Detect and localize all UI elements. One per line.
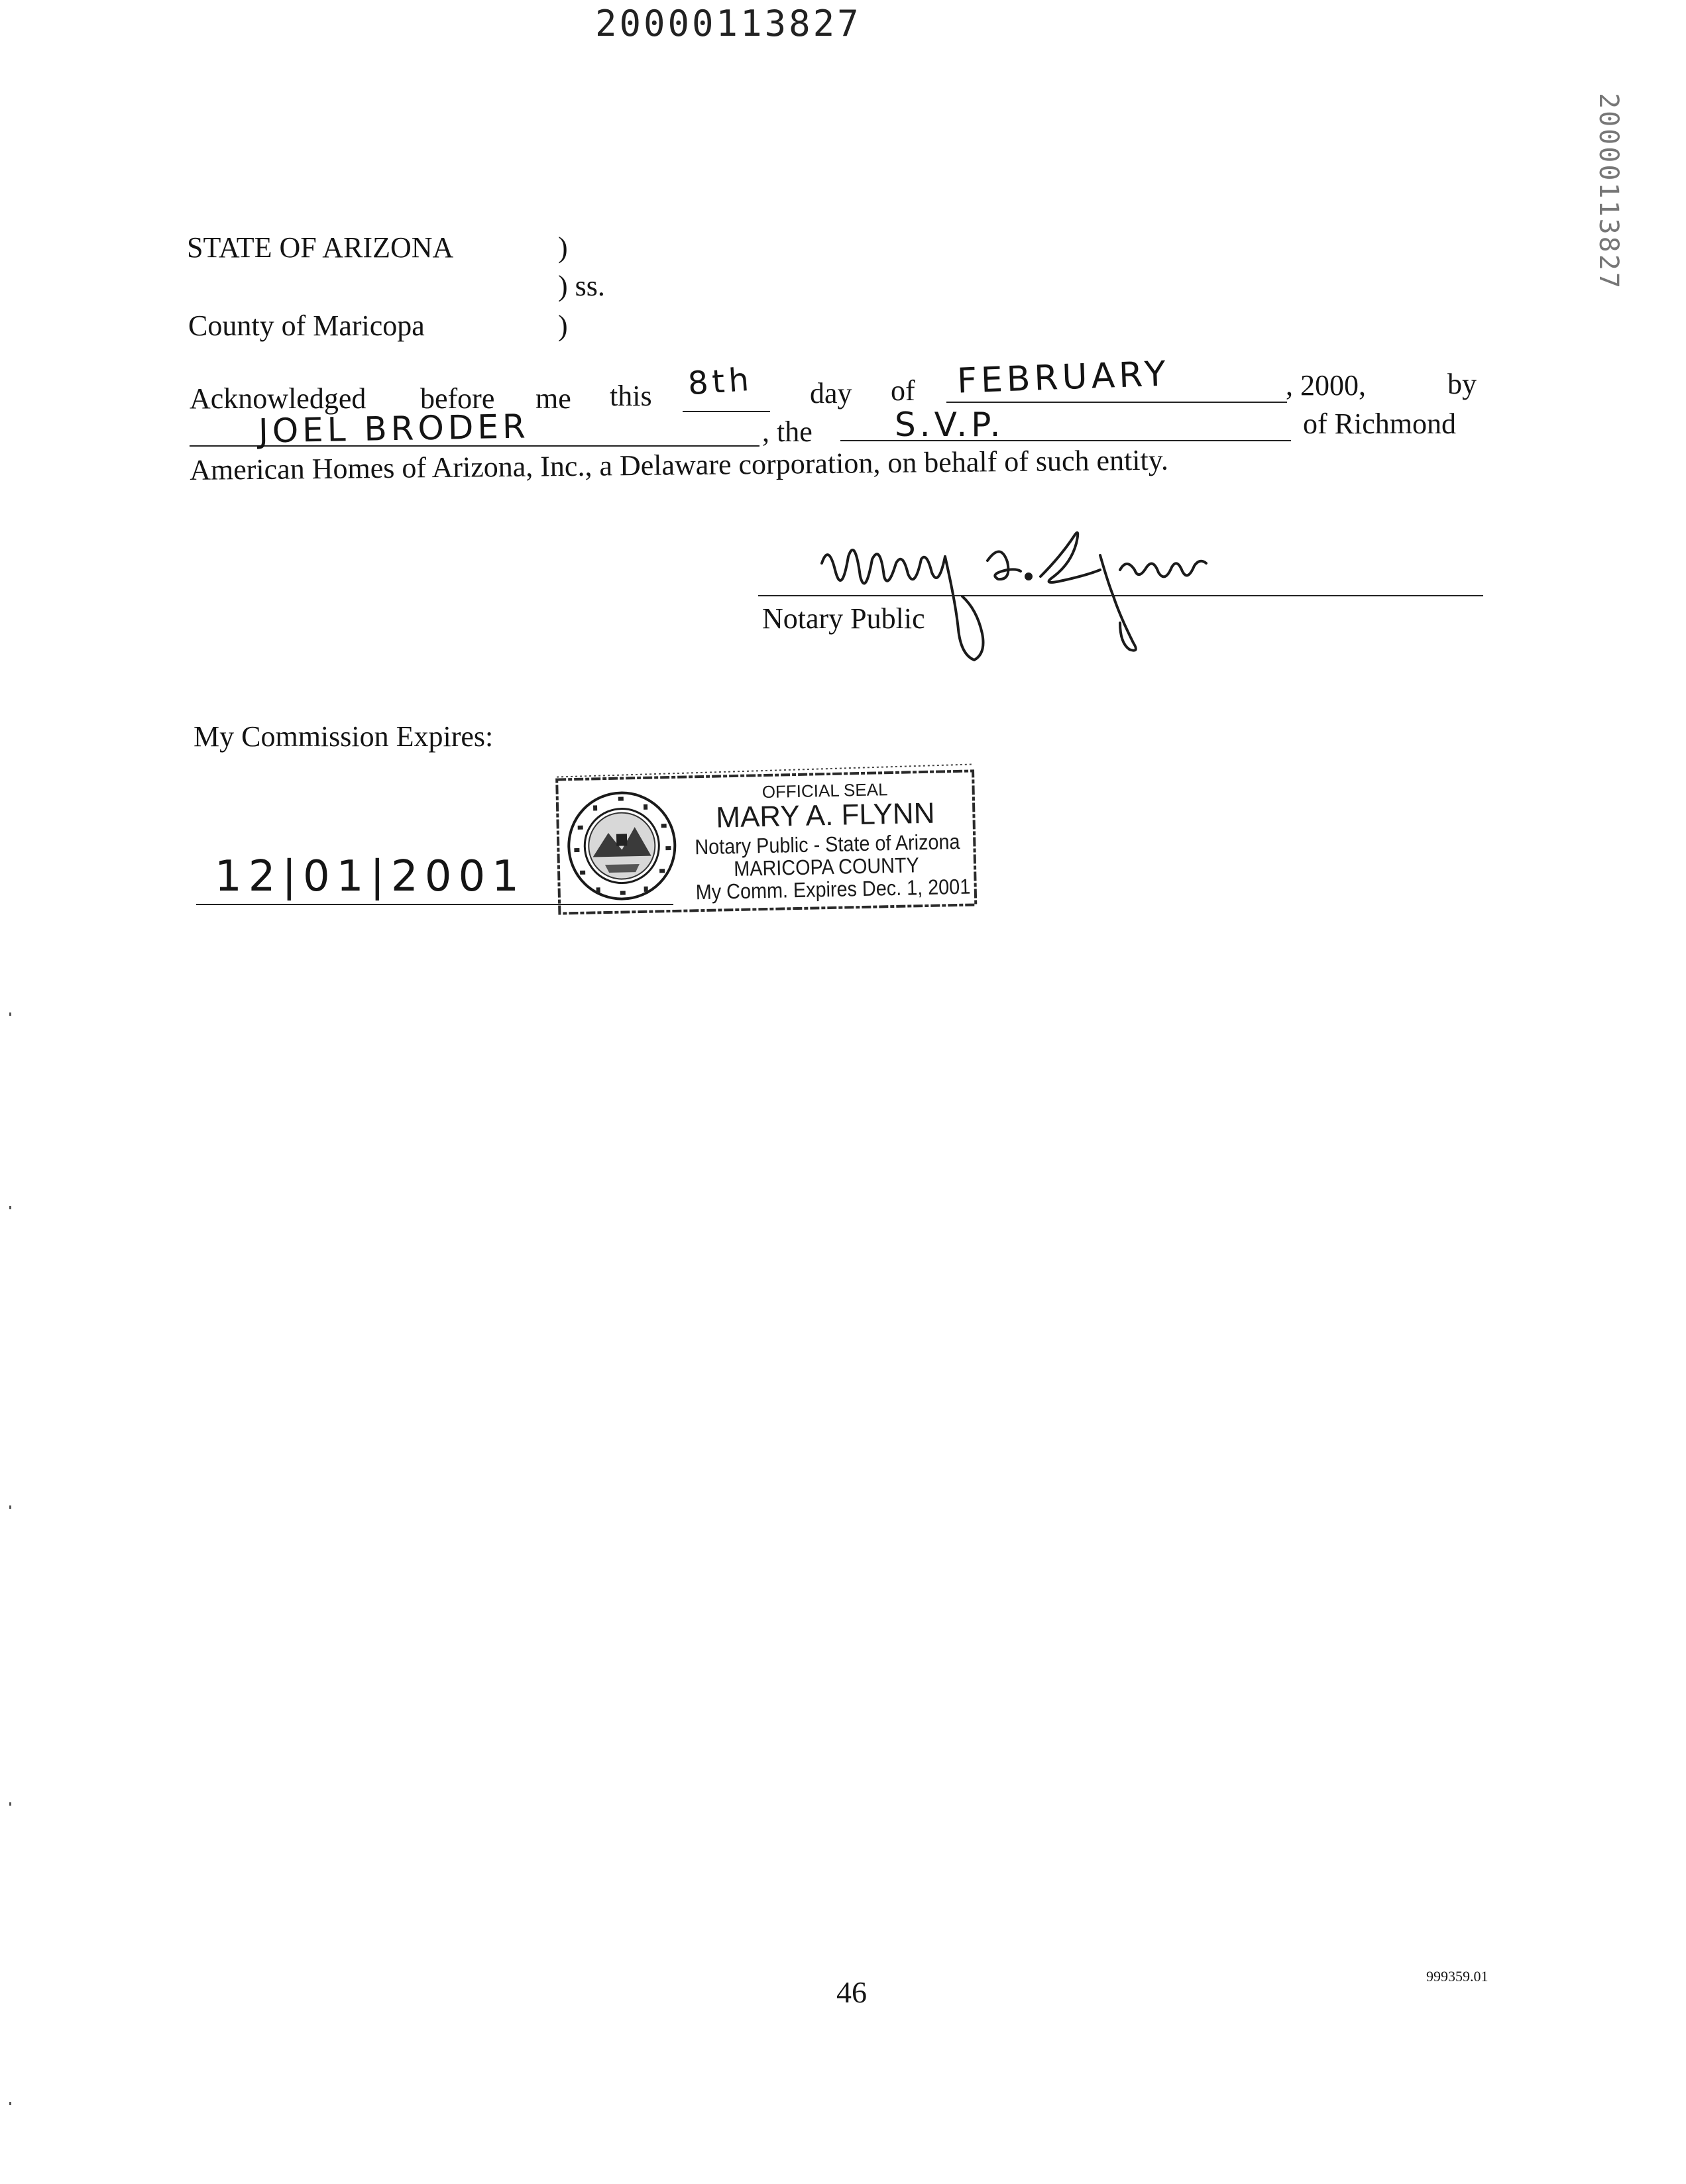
arizona-seal-emblem: [565, 789, 679, 902]
page-number: 46: [836, 1975, 867, 2009]
venue-state: STATE OF ARIZONA: [187, 231, 454, 264]
seal-line-2: MARICOPA COUNTY: [733, 853, 920, 881]
official-seal-stamp: [553, 751, 980, 918]
handwritten-title: S.V.P.: [895, 406, 1005, 444]
side-recording-stamp: 20000113827: [1593, 93, 1624, 290]
recording-number: 20000113827: [595, 3, 862, 44]
venue-county: County of Maricopa: [188, 309, 425, 342]
scan-speck: [9, 1206, 11, 1209]
notary-public-label: Notary Public: [762, 602, 925, 635]
month-blank-line: [946, 402, 1287, 403]
ack-word-day: day: [810, 377, 852, 410]
seal-title: OFFICIAL SEAL: [761, 779, 888, 802]
notary-signature-line: [758, 595, 1483, 596]
handwritten-month: FEBRUARY: [956, 354, 1170, 402]
ack-line-3: American Homes of Arizona, Inc., a Delaware corporation, on behalf of such entity.: [189, 443, 1169, 486]
venue-ss: ) ss.: [558, 270, 605, 302]
venue-paren-1: ): [558, 231, 568, 264]
document-id: 999359.01: [1426, 1968, 1489, 1985]
scan-speck: [9, 1802, 11, 1806]
ack-word-this: this: [610, 380, 652, 412]
ack-word-acknowledged: Acknowledged: [190, 382, 366, 415]
ack-word-by: by: [1447, 368, 1477, 400]
notary-signature: [809, 517, 1233, 669]
ack-word-me: me: [535, 382, 571, 415]
scan-speck: [9, 2102, 11, 2105]
scan-speck: [9, 1012, 11, 1016]
venue-paren-3: ): [558, 309, 568, 342]
seal-name: MARY A. FLYNN: [715, 796, 935, 834]
handwritten-day: 8th: [687, 360, 754, 403]
ack-the: , the: [762, 415, 813, 448]
handwritten-name: JOEL BRODER: [258, 407, 530, 451]
ack-of-richmond: of Richmond: [1303, 408, 1456, 440]
day-blank-line: [683, 411, 770, 412]
scan-speck: [9, 1505, 11, 1509]
ack-word-before: before: [420, 382, 495, 415]
commission-label: My Commission Expires:: [194, 720, 494, 753]
seal-line-3: My Comm. Expires Dec. 1, 2001: [695, 874, 971, 904]
commission-date-handwritten: 12|01|2001: [215, 852, 526, 901]
seal-line-1: Notary Public - State of Arizona: [694, 829, 960, 859]
ack-word-of: of: [891, 374, 915, 407]
ack-word-2000: , 2000,: [1286, 369, 1366, 402]
